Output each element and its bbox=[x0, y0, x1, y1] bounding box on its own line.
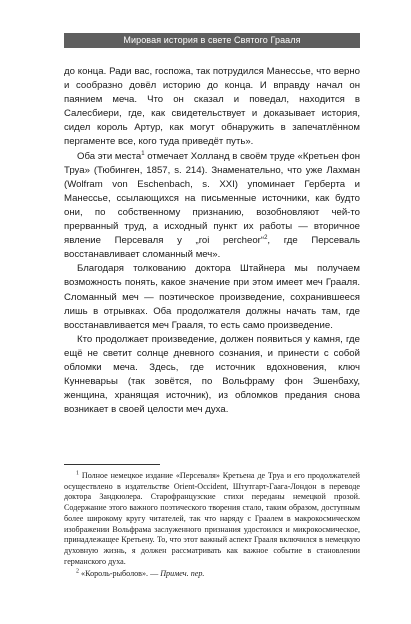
footnote-1-text: Полное немецкое издание «Персеваля» Кретьена де Труа и его продолжателей осуществлено в издательстве Orient-Occident, Штутгарт-Гаага-Лондон в переводе доктора Зандкюлера. Старофранцузские стихи переданы немецкой прозой. Содержание этого важного поэтического творения стало, таким образом, доступным более широкому кругу читателей, так что наряду с Граалем в макрокосмическом изображении Вольфрама заслуженного признания удостоился и микрокосмическое, принадлежащее Кретьену. То, что этот важный аспект Грааля включился в немецкую духовную жизнь, я должен рассматривать как важное событие в становлении германского духа. bbox=[64, 471, 360, 566]
paragraph-3: Благодаря толкованию доктора Штайнера мы получаем возможность понять, какое значение при этом имеет меч Грааля. Сломанный меч — поэтическое произведение, сохранившееся лишь в отрывках. Оба продолжателя должны начать там, где восстанавливается меч Грааля, то есть само произведение. bbox=[64, 263, 360, 331]
footnotes bbox=[64, 471, 360, 580]
footnote-ref-2[interactable]: 2 bbox=[264, 234, 268, 241]
footnote-ref-1[interactable]: 1 bbox=[141, 150, 145, 157]
running-header-title: Мировая история в свете Святого Грааля bbox=[123, 35, 301, 45]
footnote-1-mark: 1 bbox=[76, 470, 79, 477]
footnote-2-text: «Король-рыболов». bbox=[81, 569, 149, 579]
footnote-2: $^2$ «Король-рыболов». — Примеч. пер. bbox=[76, 568, 205, 579]
main-text bbox=[64, 65, 360, 417]
paragraph-2-start: Оба эти места bbox=[77, 150, 142, 162]
paragraph-1: до конца. Ради вас, госпожа, так потрудился Манессье, что верно и сообразно довёл историю до конца. И вправду начал он паянием меча. Что он сказал и поведал, находится в Салесбиери, где, как свидетельствует и доказывает история, сидел король Артур, как могут обнаружить в запечатлённом пергаменте все, кого туда приведёт путь». bbox=[64, 66, 360, 148]
footnote-separator bbox=[64, 464, 160, 465]
footnote-2-mark: 2 bbox=[76, 568, 79, 575]
paragraph-2 bbox=[64, 150, 360, 263]
footnote-1 bbox=[64, 471, 360, 567]
paragraph-4: Кто продолжает произведение, должен появиться у камня, где ещё не светит солнце дневного сознания, и принести с собой обломки меча. Здесь, где источник вдохновения, ключ Кунневарьы (так зовётся, по Вольфраму фон Эшенбаху, женщина, хранящая источник), из обломков предания снова возникает в своей целости меч духа. bbox=[64, 333, 360, 416]
running-header bbox=[64, 33, 360, 48]
paragraph-2-middle: отмечает Холланд в своём труде «Кретьен фон Труа» (Тюбинген, 1857, s. 214). Знаменательно, что уже Лахман (Wolfram von Eschenbach, s. XXI) упоминает Герберта и Манессье, ссылающихся на письменные источники, как будто они, по собственному признанию, возобновляют чей-то прерванный труд, а исходный пункт их работы — вторичное явление Персеваля у „roi percheor“ bbox=[64, 150, 361, 247]
footnote-2-note: Примеч. пер. bbox=[160, 569, 205, 579]
paragraph-2-end: , где Персеваль восстанавливает сломанный меч». bbox=[64, 235, 360, 261]
